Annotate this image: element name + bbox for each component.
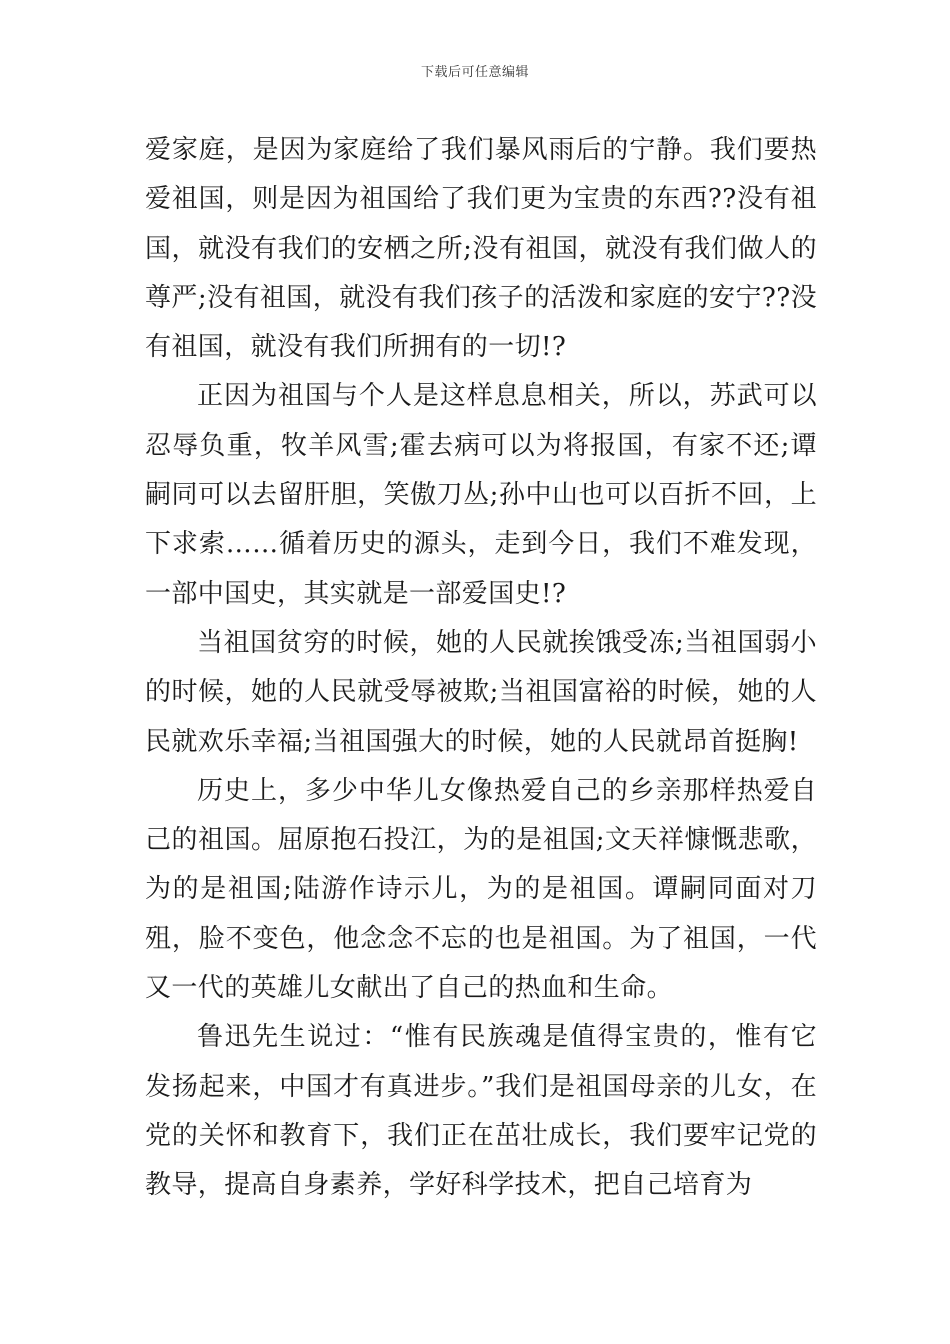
paragraph-4: 历史上，多少中华儿女像热爱自己的乡亲那样热爱自己的祖国。屈原抱石投江，为的是祖国;文天祥慷慨悲歌，为的是祖国;陆游作诗示儿，为的是祖国。谭嗣同面对刀殂，脸不变色，他念念不忘的也是祖国。为了祖国，一代又一代的英雄儿女献出了自己的热血和生命。 — [145, 775, 817, 1004]
page-header: 下载后可任意编辑 — [420, 65, 529, 80]
paragraph-2: 正因为祖国与个人是这样息息相关，所以，苏武可以忍辱负重，牧羊风雪;霍去病可以为将报国，有家不还;谭嗣同可以去留肝胆，笑傲刀丛;孙中山也可以百折不回，上下求索……循着历史的源头，走到今日，我们不难发现，一部中国史，其实就是一部爱国史!? — [145, 381, 817, 609]
paragraph-3: 当祖国贫穷的时候，她的人民就挨饿受冻;当祖国弱小的时候，她的人民就受辱被欺;当祖国富裕的时候，她的人民就欢乐幸福;当祖国强大的时候，她的人民就昂首挺胸! — [145, 627, 817, 757]
paragraph-5: 鲁迅先生说过：“惟有民族魂是值得宝贵的，惟有它发扬起来，中国才有真进步。”我们是祖国母亲的儿女，在党的关怀和教育下，我们正在茁壮成长，我们要牢记党的教导，提高自身素养，学好科学技术，把自己培育为 — [145, 1022, 817, 1201]
paragraph-1: 爱家庭，是因为家庭给了我们暴风雨后的宁静。我们要热爱祖国，则是因为祖国给了我们更为宝贵的东西??没有祖国，就没有我们的安栖之所;没有祖国，就没有我们做人的尊严;没有祖国，就没有我们孩子的活泼和家庭的安宁??没有祖国，就没有我们所拥有的一切!? — [145, 135, 817, 363]
document-body — [145, 126, 817, 1211]
